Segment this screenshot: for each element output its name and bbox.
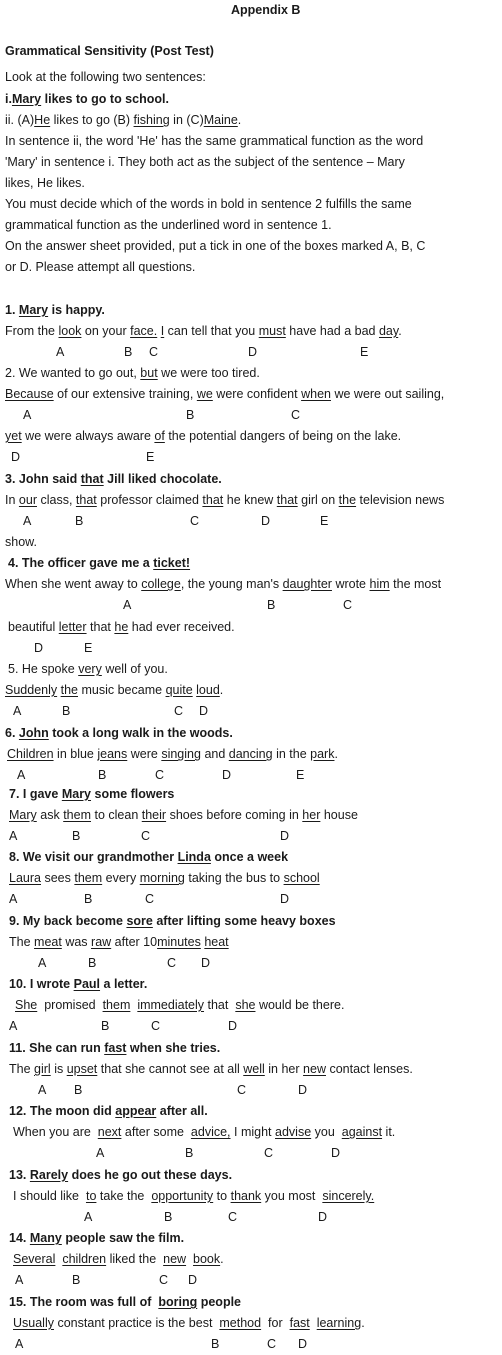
option-letter-b: B: [98, 768, 107, 782]
option-letter-c: C: [151, 1019, 161, 1033]
option-letter-b: B: [84, 892, 93, 906]
option-letter-e: E: [360, 345, 369, 359]
option-letter-d: D: [228, 1019, 238, 1033]
question-9-prompt: 9. My back become sore after lifting some heavy boxes: [9, 914, 336, 928]
question-11-sentence: The girl is upset that she cannot see at all well in her new contact lenses.: [9, 1062, 413, 1076]
option-letter-a: A: [9, 829, 18, 843]
intro-line: 'Mary' in sentence i. They both act as the subject of the sentence – Mary: [5, 155, 405, 169]
question-2-sentence: Because of our extensive training, we were confident when we were out sailing,: [5, 387, 445, 401]
option-letter-b: B: [185, 1146, 194, 1160]
option-letter-b: B: [101, 1019, 110, 1033]
option-letter-d: D: [248, 345, 258, 359]
option-letter-e: E: [296, 768, 305, 782]
option-letter-d: D: [222, 768, 232, 782]
option-letter-b: B: [124, 345, 133, 359]
option-letter-b: B: [164, 1210, 173, 1224]
option-letter-a: A: [56, 345, 65, 359]
question-4-sentence: When she went away to college, the young man's daughter wrote him the most: [5, 577, 442, 591]
option-letter-a: A: [9, 1019, 18, 1033]
question-8-sentence: Laura sees them every morning taking the bus to school: [9, 871, 320, 885]
section-title: Grammatical Sensitivity (Post Test): [5, 44, 214, 58]
option-letter-c: C: [149, 345, 159, 359]
question-14-prompt: 14. Many people saw the film.: [9, 1231, 185, 1245]
option-letter-a: A: [13, 704, 22, 718]
intro-line: grammatical function as the underlined word in sentence 1.: [5, 218, 332, 232]
question-6-sentence: Children in blue jeans were singing and dancing in the park.: [7, 747, 338, 761]
option-letter-a: A: [23, 514, 32, 528]
option-letter-c: C: [343, 598, 353, 612]
option-letter-d: D: [280, 829, 290, 843]
option-letter-d: D: [318, 1210, 328, 1224]
question-10-sentence: She promised them immediately that she would be there.: [15, 998, 345, 1012]
option-letter-c: C: [267, 1337, 277, 1351]
option-letter-c: C: [145, 892, 155, 906]
intro-line: likes, He likes.: [5, 176, 85, 190]
option-letter-a: A: [15, 1337, 24, 1351]
option-letter-a: A: [123, 598, 132, 612]
question-7-prompt: 7. I gave Mary some flowers: [9, 787, 175, 801]
option-letter-e: E: [320, 514, 329, 528]
question-2-prompt: 2. We wanted to go out, but we were too tired.: [5, 366, 260, 380]
option-letter-c: C: [291, 408, 301, 422]
question-8-prompt: 8. We visit our grandmother Linda once a week: [9, 850, 289, 864]
option-letter-b: B: [72, 1273, 81, 1287]
option-letter-e: E: [84, 641, 93, 655]
question-7-sentence: Mary ask them to clean their shoes before coming in her house: [9, 808, 358, 822]
question-11-prompt: 11. She can run fast when she tries.: [9, 1041, 221, 1055]
intro-line: In sentence ii, the word 'He' has the same grammatical function as the word: [5, 134, 424, 148]
option-letter-d: D: [34, 641, 44, 655]
question-1-prompt: 1. Mary is happy.: [5, 303, 105, 317]
question-2-sentence-cont: yet we were always aware of the potential dangers of being on the lake.: [5, 429, 402, 443]
option-letter-b: B: [211, 1337, 220, 1351]
question-13-prompt: 13. Rarely does he go out these days.: [9, 1168, 233, 1182]
option-letter-a: A: [38, 1083, 47, 1097]
question-15-sentence: Usually constant practice is the best method for fast learning.: [13, 1316, 365, 1330]
question-3-sentence-end: show.: [5, 535, 37, 549]
question-4-sentence-cont: beautiful letter that he had ever received.: [8, 620, 235, 634]
option-letter-b: B: [186, 408, 195, 422]
option-letter-c: C: [228, 1210, 238, 1224]
option-letter-d: D: [199, 704, 209, 718]
option-letter-d: D: [11, 450, 21, 464]
option-letter-c: C: [190, 514, 200, 528]
option-letter-e: E: [146, 450, 155, 464]
option-letter-c: C: [264, 1146, 274, 1160]
question-12-sentence: When you are next after some advice, I might advise you against it.: [13, 1125, 396, 1139]
question-15-prompt: 15. The room was full of boring people: [9, 1295, 242, 1309]
question-6-prompt: 6. John took a long walk in the woods.: [5, 726, 233, 740]
option-letter-a: A: [23, 408, 32, 422]
option-letter-a: A: [96, 1146, 105, 1160]
question-3-sentence: In our class, that professor claimed that he knew that girl on the television news: [5, 493, 445, 507]
question-13-sentence: I should like to take the opportunity to thank you most sincerely.: [13, 1189, 375, 1203]
question-1-sentence: From the look on your face. I can tell that you must have had a bad day.: [5, 324, 402, 338]
option-letter-a: A: [17, 768, 26, 782]
option-letter-b: B: [75, 514, 84, 528]
option-letter-c: C: [237, 1083, 247, 1097]
question-3-prompt: 3. John said that Jill liked chocolate.: [5, 472, 222, 486]
question-5-prompt: 5. He spoke very well of you.: [8, 662, 168, 676]
question-14-sentence: Several children liked the new book.: [13, 1252, 224, 1266]
example-sentence-2: ii. (A)He likes to go (B) fishing in (C)Maine.: [5, 113, 242, 127]
question-4-prompt: 4. The officer gave me a ticket!: [8, 556, 191, 570]
example-sentence-1: i.Mary likes to go to school.: [5, 92, 169, 106]
option-letter-b: B: [62, 704, 71, 718]
intro-line: On the answer sheet provided, put a tick in one of the boxes marked A, B, C: [5, 239, 426, 253]
option-letter-d: D: [298, 1337, 308, 1351]
option-letter-a: A: [9, 892, 18, 906]
option-letter-c: C: [167, 956, 177, 970]
option-letter-d: D: [261, 514, 271, 528]
intro-line: You must decide which of the words in bold in sentence 2 fulfills the same: [5, 197, 412, 211]
question-12-prompt: 12. The moon did appear after all.: [9, 1104, 208, 1118]
intro-line: Look at the following two sentences:: [5, 70, 206, 84]
option-letter-b: B: [88, 956, 97, 970]
question-5-sentence: Suddenly the music became quite loud.: [5, 683, 224, 697]
option-letter-c: C: [159, 1273, 169, 1287]
question-10-prompt: 10. I wrote Paul a letter.: [9, 977, 148, 991]
option-letter-c: C: [155, 768, 165, 782]
option-letter-d: D: [188, 1273, 198, 1287]
option-letter-b: B: [72, 829, 81, 843]
appendix-title: Appendix B: [231, 3, 301, 17]
intro-line: or D. Please attempt all questions.: [5, 260, 196, 274]
option-letter-c: C: [141, 829, 151, 843]
option-letter-d: D: [331, 1146, 341, 1160]
option-letter-a: A: [15, 1273, 24, 1287]
question-9-sentence: The meat was raw after 10minutes heat: [9, 935, 229, 949]
option-letter-b: B: [74, 1083, 83, 1097]
option-letter-a: A: [38, 956, 47, 970]
option-letter-d: D: [298, 1083, 308, 1097]
option-letter-b: B: [267, 598, 276, 612]
option-letter-d: D: [201, 956, 211, 970]
option-letter-a: A: [84, 1210, 93, 1224]
option-letter-c: C: [174, 704, 184, 718]
option-letter-d: D: [280, 892, 290, 906]
